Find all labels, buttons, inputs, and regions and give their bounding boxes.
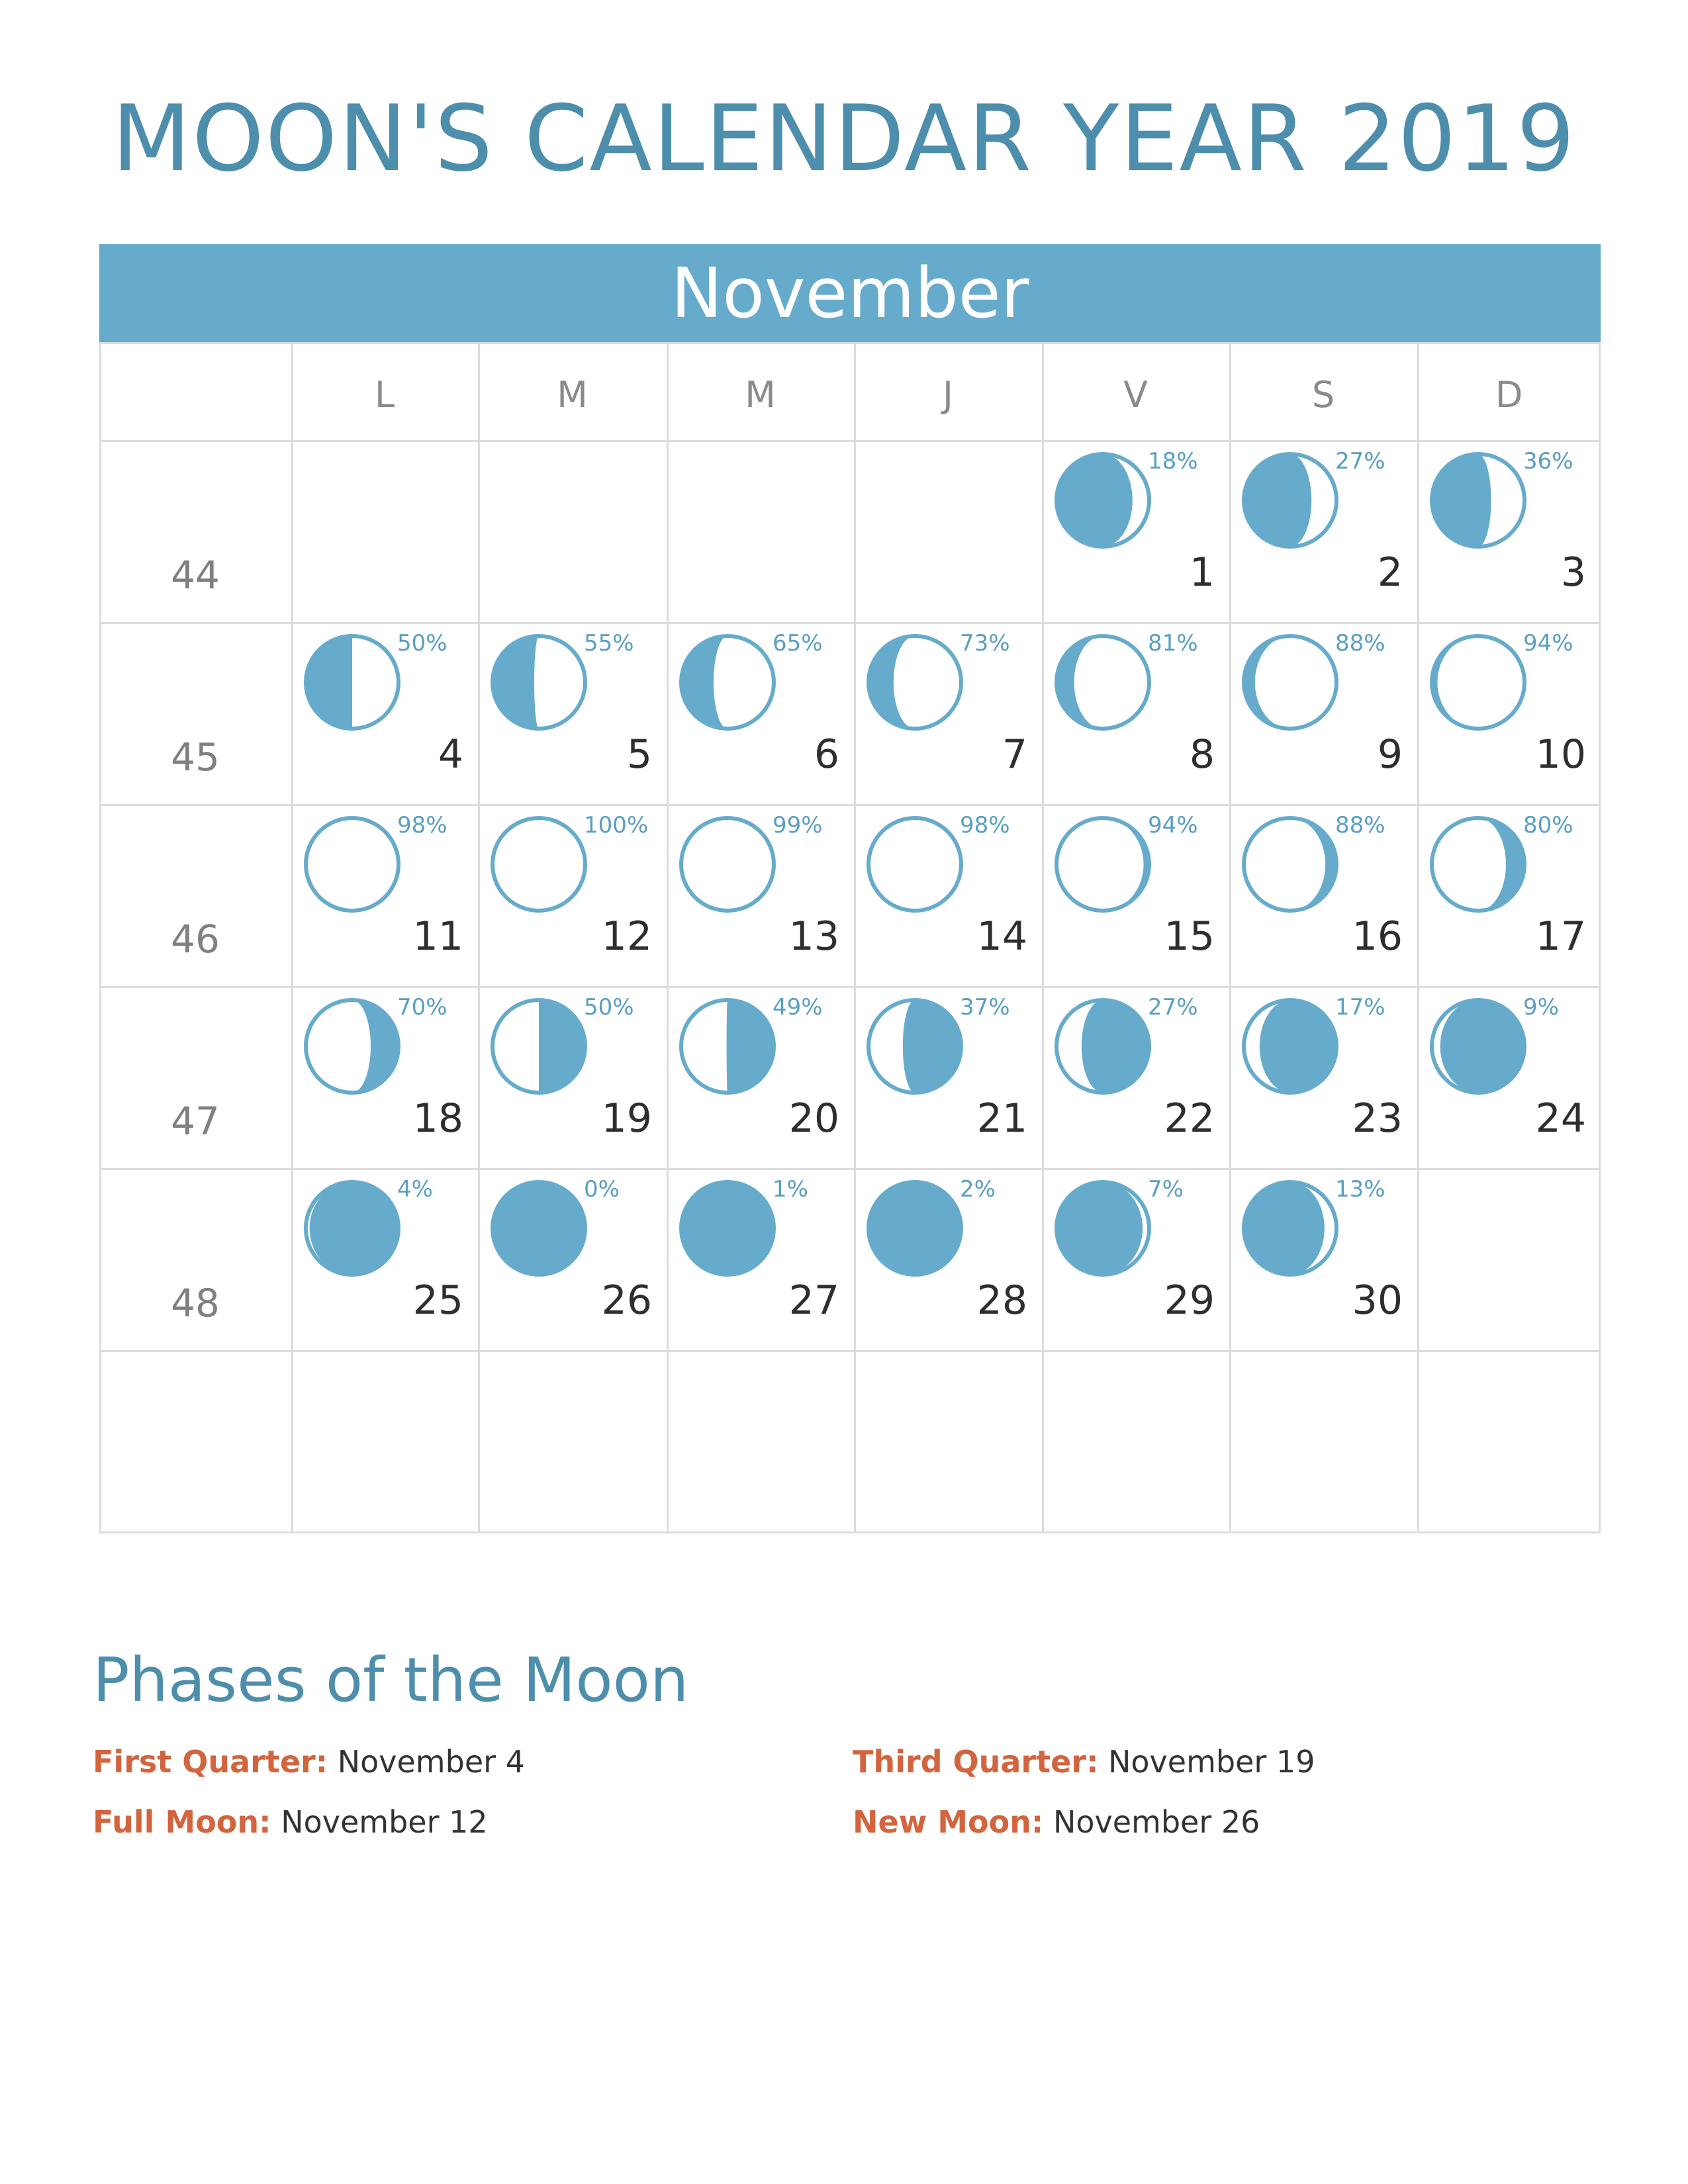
moon-phase xyxy=(865,1178,965,1281)
illumination-percent: 27% xyxy=(1148,994,1198,1021)
moon-phase xyxy=(865,814,965,917)
calendar-day-cell xyxy=(1229,1168,1417,1350)
day-header: L xyxy=(374,374,395,416)
moon-phase xyxy=(677,814,778,917)
day-number: 4 xyxy=(438,731,463,778)
day-number: 21 xyxy=(976,1095,1027,1142)
phases-title: Phases of the Moon xyxy=(93,1645,689,1715)
moon-phase xyxy=(1053,1178,1153,1281)
illumination-percent: 98% xyxy=(397,812,447,839)
calendar-day-cell xyxy=(667,804,854,986)
phase-third-quarter xyxy=(853,1744,1315,1780)
illumination-percent: 73% xyxy=(960,630,1010,657)
day-header: M xyxy=(557,374,588,416)
day-number: 5 xyxy=(626,731,652,778)
illumination-percent: 50% xyxy=(397,630,447,657)
calendar-day-cell xyxy=(1042,804,1229,986)
moon-phase xyxy=(677,1178,778,1281)
day-number: 2 xyxy=(1377,549,1403,596)
phase-label: Full Moon: xyxy=(93,1804,271,1840)
calendar-day-cell xyxy=(854,1168,1042,1350)
phase-new-moon xyxy=(853,1804,1260,1840)
moon-phase-icon xyxy=(302,632,402,733)
illumination-percent: 7% xyxy=(1148,1176,1184,1203)
phase-date: November 19 xyxy=(1108,1744,1315,1780)
illumination-percent: 94% xyxy=(1148,812,1198,839)
moon-phase-icon xyxy=(302,1178,402,1279)
phase-date: November 12 xyxy=(281,1804,488,1840)
moon-phase-icon xyxy=(1428,996,1528,1097)
day-number: 30 xyxy=(1352,1277,1403,1324)
day-number: 27 xyxy=(788,1277,839,1324)
phase-label: First Quarter: xyxy=(93,1744,328,1780)
moon-phase-icon xyxy=(1240,1178,1340,1279)
moon-phase-icon xyxy=(1240,632,1340,733)
illumination-percent: 13% xyxy=(1335,1176,1385,1203)
moon-phase xyxy=(302,1178,402,1281)
calendar-day-cell xyxy=(667,622,854,804)
moon-phase xyxy=(1053,814,1153,917)
illumination-percent: 100% xyxy=(584,812,649,839)
moon-shadow xyxy=(1432,454,1491,547)
day-number: 1 xyxy=(1189,549,1215,596)
moon-phase xyxy=(1053,632,1153,735)
day-header: S xyxy=(1311,374,1335,416)
moon-phase xyxy=(1240,814,1340,917)
moon-shadow xyxy=(306,636,352,729)
moon-phase-icon xyxy=(489,996,589,1097)
moon-phase xyxy=(865,632,965,735)
day-number: 26 xyxy=(601,1277,652,1324)
calendar-day-cell xyxy=(667,1168,854,1350)
moon-phase-icon xyxy=(1428,450,1528,551)
calendar-day-cell xyxy=(1417,440,1601,622)
illumination-percent: 49% xyxy=(773,994,823,1021)
day-number: 28 xyxy=(976,1277,1027,1324)
phase-first-quarter xyxy=(93,1744,525,1780)
month-header: November xyxy=(99,244,1601,342)
illumination-percent: 88% xyxy=(1335,812,1385,839)
moon-phase-icon xyxy=(677,1178,778,1279)
calendar-grid xyxy=(99,342,1601,1533)
moon-shadow xyxy=(903,1000,961,1093)
moon-phase-icon xyxy=(1240,814,1340,915)
calendar-day-cell xyxy=(854,986,1042,1168)
moon-shadow xyxy=(727,1000,774,1093)
moon-phase xyxy=(489,996,589,1099)
calendar-day-cell xyxy=(291,804,478,986)
calendar-day-cell xyxy=(854,804,1042,986)
grid-row-line xyxy=(99,1531,1601,1533)
illumination-percent: 1% xyxy=(773,1176,808,1203)
moon-phase-icon xyxy=(865,632,965,733)
moon-phase-icon xyxy=(677,632,778,733)
day-number: 29 xyxy=(1164,1277,1215,1324)
moon-phase xyxy=(489,1178,589,1281)
week-number: 48 xyxy=(171,1281,220,1326)
calendar-day-cell xyxy=(478,1168,667,1350)
moon-phase-icon xyxy=(1428,632,1528,733)
moon-phase-icon xyxy=(1053,814,1153,915)
moon-phase-icon xyxy=(865,996,965,1097)
illumination-percent: 36% xyxy=(1523,448,1573,475)
day-number: 10 xyxy=(1535,731,1586,778)
week-number: 46 xyxy=(171,917,220,962)
calendar-day-cell xyxy=(1042,986,1229,1168)
calendar-day-cell xyxy=(854,622,1042,804)
moon-phase-icon xyxy=(302,996,402,1097)
moon-phase xyxy=(489,814,589,917)
calendar-day-cell xyxy=(291,986,478,1168)
moon-shadow xyxy=(539,1000,585,1093)
page-title: MOON'S CALENDAR YEAR 2019 xyxy=(112,85,1576,192)
moon-phase-icon xyxy=(1053,996,1153,1097)
illumination-percent: 80% xyxy=(1523,812,1573,839)
moon-phase-icon xyxy=(489,1178,589,1279)
moon-phase xyxy=(1240,632,1340,735)
grid-row-line xyxy=(99,1350,1601,1352)
calendar-day-cell xyxy=(1229,804,1417,986)
day-number: 20 xyxy=(788,1095,839,1142)
day-number: 23 xyxy=(1352,1095,1403,1142)
moon-phase xyxy=(1428,450,1528,553)
day-number: 11 xyxy=(412,913,463,960)
day-number: 16 xyxy=(1352,913,1403,960)
moon-phase-icon xyxy=(865,1178,965,1279)
day-number: 7 xyxy=(1002,731,1027,778)
illumination-percent: 37% xyxy=(960,994,1010,1021)
moon-phase xyxy=(865,996,965,1099)
calendar-day-cell xyxy=(1042,1168,1229,1350)
moon-shadow xyxy=(1244,454,1311,547)
phase-date: November 4 xyxy=(337,1744,525,1780)
day-number: 8 xyxy=(1189,731,1215,778)
moon-phase xyxy=(302,814,402,917)
calendar-day-cell xyxy=(1042,440,1229,622)
moon-phase xyxy=(302,632,402,735)
day-header: M xyxy=(745,374,776,416)
day-number: 25 xyxy=(412,1277,463,1324)
moon-phase xyxy=(489,632,589,735)
moon-phase-icon xyxy=(677,814,778,915)
day-number: 18 xyxy=(412,1095,463,1142)
calendar-day-cell xyxy=(1417,986,1601,1168)
day-number: 6 xyxy=(814,731,839,778)
moon-phase-icon xyxy=(489,632,589,733)
day-number: 9 xyxy=(1377,731,1403,778)
illumination-percent: 65% xyxy=(773,630,823,657)
calendar-day-cell xyxy=(667,986,854,1168)
day-header: D xyxy=(1495,374,1523,416)
moon-phase xyxy=(302,996,402,1099)
phase-date: November 26 xyxy=(1053,1804,1260,1840)
day-number: 24 xyxy=(1535,1095,1586,1142)
day-number: 14 xyxy=(976,913,1027,960)
illumination-percent: 70% xyxy=(397,994,447,1021)
calendar-day-cell xyxy=(291,622,478,804)
moon-phase-icon xyxy=(1240,450,1340,551)
moon-phase xyxy=(1428,814,1528,917)
illumination-percent: 99% xyxy=(773,812,823,839)
moon-phase xyxy=(1240,1178,1340,1281)
moon-phase xyxy=(1053,450,1153,553)
calendar-day-cell xyxy=(478,622,667,804)
calendar-day-cell xyxy=(291,1168,478,1350)
illumination-percent: 17% xyxy=(1335,994,1385,1021)
moon-phase xyxy=(1240,996,1340,1099)
illumination-percent: 9% xyxy=(1523,994,1559,1021)
day-number: 22 xyxy=(1164,1095,1215,1142)
phase-full-moon xyxy=(93,1804,488,1840)
illumination-percent: 55% xyxy=(584,630,634,657)
week-number: 45 xyxy=(171,735,220,780)
day-number: 3 xyxy=(1560,549,1586,596)
illumination-percent: 94% xyxy=(1523,630,1573,657)
illumination-percent: 98% xyxy=(960,812,1010,839)
day-header: J xyxy=(943,374,953,416)
calendar-day-cell xyxy=(478,804,667,986)
phase-label: New Moon: xyxy=(853,1804,1044,1840)
phase-label: Third Quarter: xyxy=(853,1744,1099,1780)
day-number: 17 xyxy=(1535,913,1586,960)
day-number: 13 xyxy=(788,913,839,960)
illumination-percent: 27% xyxy=(1335,448,1385,475)
moon-phase-icon xyxy=(865,814,965,915)
week-number: 47 xyxy=(171,1099,220,1144)
moon-phase-icon xyxy=(1053,450,1153,551)
calendar-day-cell xyxy=(478,986,667,1168)
moon-phase xyxy=(677,996,778,1099)
moon-phase xyxy=(677,632,778,735)
illumination-percent: 88% xyxy=(1335,630,1385,657)
moon-phase-icon xyxy=(1240,996,1340,1097)
calendar-day-cell xyxy=(1229,440,1417,622)
moon-phase-icon xyxy=(489,814,589,915)
day-number: 19 xyxy=(601,1095,652,1142)
moon-shadow xyxy=(1082,1000,1149,1093)
illumination-percent: 0% xyxy=(584,1176,620,1203)
illumination-percent: 4% xyxy=(397,1176,433,1203)
calendar-day-cell xyxy=(1229,986,1417,1168)
day-number: 12 xyxy=(601,913,652,960)
moon-phase-icon xyxy=(302,814,402,915)
week-number: 44 xyxy=(171,553,220,598)
moon-phase xyxy=(1053,996,1153,1099)
moon-phase xyxy=(1240,450,1340,553)
calendar-day-cell xyxy=(1229,622,1417,804)
calendar-day-cell xyxy=(1042,622,1229,804)
day-header: V xyxy=(1123,374,1148,416)
day-number: 15 xyxy=(1164,913,1215,960)
moon-phase-icon xyxy=(1053,632,1153,733)
moon-shadow xyxy=(492,636,539,729)
calendar-day-cell xyxy=(1417,804,1601,986)
illumination-percent: 18% xyxy=(1148,448,1198,475)
illumination-percent: 81% xyxy=(1148,630,1198,657)
illumination-percent: 50% xyxy=(584,994,634,1021)
moon-phase xyxy=(1428,632,1528,735)
moon-phase-icon xyxy=(1428,814,1528,915)
moon-phase-icon xyxy=(1053,1178,1153,1279)
calendar-day-cell xyxy=(1417,622,1601,804)
illumination-percent: 2% xyxy=(960,1176,996,1203)
moon-phase xyxy=(1428,996,1528,1099)
moon-phase-icon xyxy=(677,996,778,1097)
